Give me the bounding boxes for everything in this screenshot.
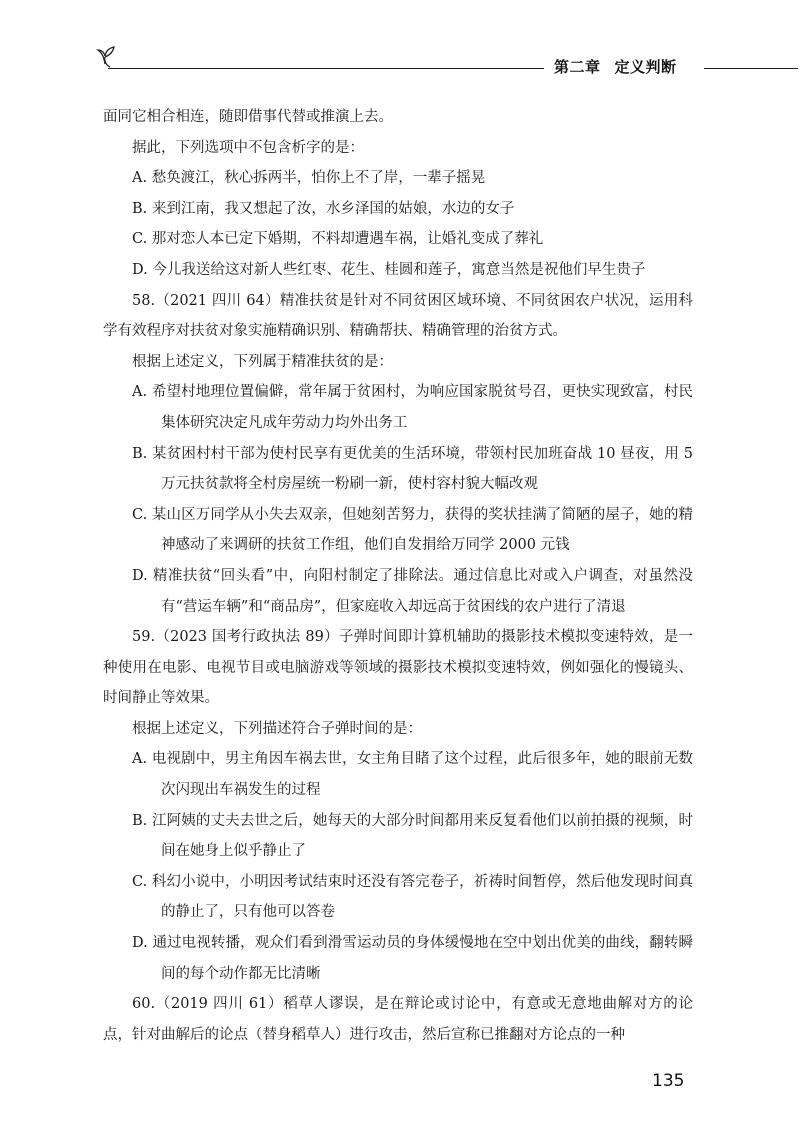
question-58: 58.（2021 四川 64）精准扶贫是针对不同贫困区域环境、不同贫困农户状况，运用科学有效程序对扶贫对象实施精确识别、精确帮扶、精确管理的治贫方式。	[103, 292, 693, 340]
question-59-option-a: A. 电视剧中，男主角因车祸去世，女主角目睹了这个过程，此后很多年，她的眼前无数次闪现出车祸发生的过程	[132, 751, 693, 799]
question-58-option-c: C. 某山区万同学从小失去双亲，但她刻苦努力，获得的奖状挂满了简陋的屋子，她的精神感动了来调研的扶贫工作组，他们自发捐给万同学 2000 元钱	[132, 506, 693, 554]
question-prompt: 据此，下列选项中不包含析字的是：	[132, 139, 364, 156]
question-59-prompt: 根据上述定义，下列描述符合子弹时间的是：	[132, 720, 422, 737]
question-60: 60.（2019 四川 61）稻草人谬误，是在辩论或讨论中，有意或无意地曲解对方的论点，针对曲解后的论点（替身稻草人）进行攻击，然后宣称已推翻对方论点的一种	[103, 996, 693, 1043]
section-label: 定义判断	[614, 58, 677, 76]
option-a: A. 愁奂渡江，秋心拆两半，怕你上不了岸，一辈子摇晃	[132, 170, 486, 187]
running-header	[92, 42, 712, 78]
option-b: B. 来到江南，我又想起了汝，水乡泽国的姑娘，水边的女子	[132, 200, 515, 217]
question-58-option-b: B. 某贫困村村干部为使村民享有更优美的生活环境，带领村民加班奋战 10 昼夜，用 5 万元扶贫款将全村房屋统一粉刷一新，使村容村貌大幅改观	[132, 445, 693, 493]
header-rule-left	[108, 68, 544, 69]
page-body	[103, 102, 693, 1050]
question-58-prompt: 根据上述定义，下列属于精准扶贫的是：	[132, 353, 393, 370]
option-c: C. 那对恋人本已定下婚期，不料却遭遇车祸，让婚礼变成了葬礼	[132, 231, 544, 248]
question-59: 59.（2023 国考行政执法 89）子弹时间即计算机辅助的摄影技术模拟变速特效，是一种使用在电影、电视节目或电脑游戏等领域的摄影技术模拟变速特效，例如强化的慢镜头、时间静止等效果。	[103, 629, 693, 707]
chapter-title	[554, 56, 677, 77]
chapter-label: 第二章	[554, 58, 601, 76]
question-59-option-d: D. 通过电视转播，观众们看到滑雪运动员的身体缓慢地在空中划出优美的曲线，翻转瞬间的每个动作都无比清晰	[132, 935, 693, 982]
question-59-option-c: C. 科幻小说中，小明因考试结束时还没有答完卷子，祈祷时间暂停，然后他发现时间真的静止了，只有他可以答卷	[132, 873, 693, 921]
question-58-option-d: D. 精准扶贫“回头看”中，向阳村制定了排除法。通过信息比对或入户调查，对虽然没有“营运车辆”和“商品房”，但家庭收入却远高于贫困线的农户进行了清退	[132, 567, 693, 615]
question-58-option-a: A. 希望村地理位置偏僻，常年属于贫困村，为响应国家脱贫号召，更快实现致富，村民集体研究决定凡成年劳动力均外出务工	[132, 384, 693, 431]
option-d: D. 今儿我送给这对新人些红枣、花生、桂圆和莲子，寓意当然是祝他们早生贵子	[132, 261, 646, 278]
question-59-option-b: B. 江阿姨的丈夫去世之后，她每天的大部分时间都用来反复看他们以前拍摄的视频，时间在她身上似乎静止了	[132, 812, 693, 860]
header-rule-right	[704, 68, 798, 69]
leaf-icon	[92, 42, 118, 68]
paragraph-continuation: 面同它相合相连，随即借事代替或推演上去。	[103, 109, 393, 125]
page-number: 135	[652, 1071, 685, 1091]
